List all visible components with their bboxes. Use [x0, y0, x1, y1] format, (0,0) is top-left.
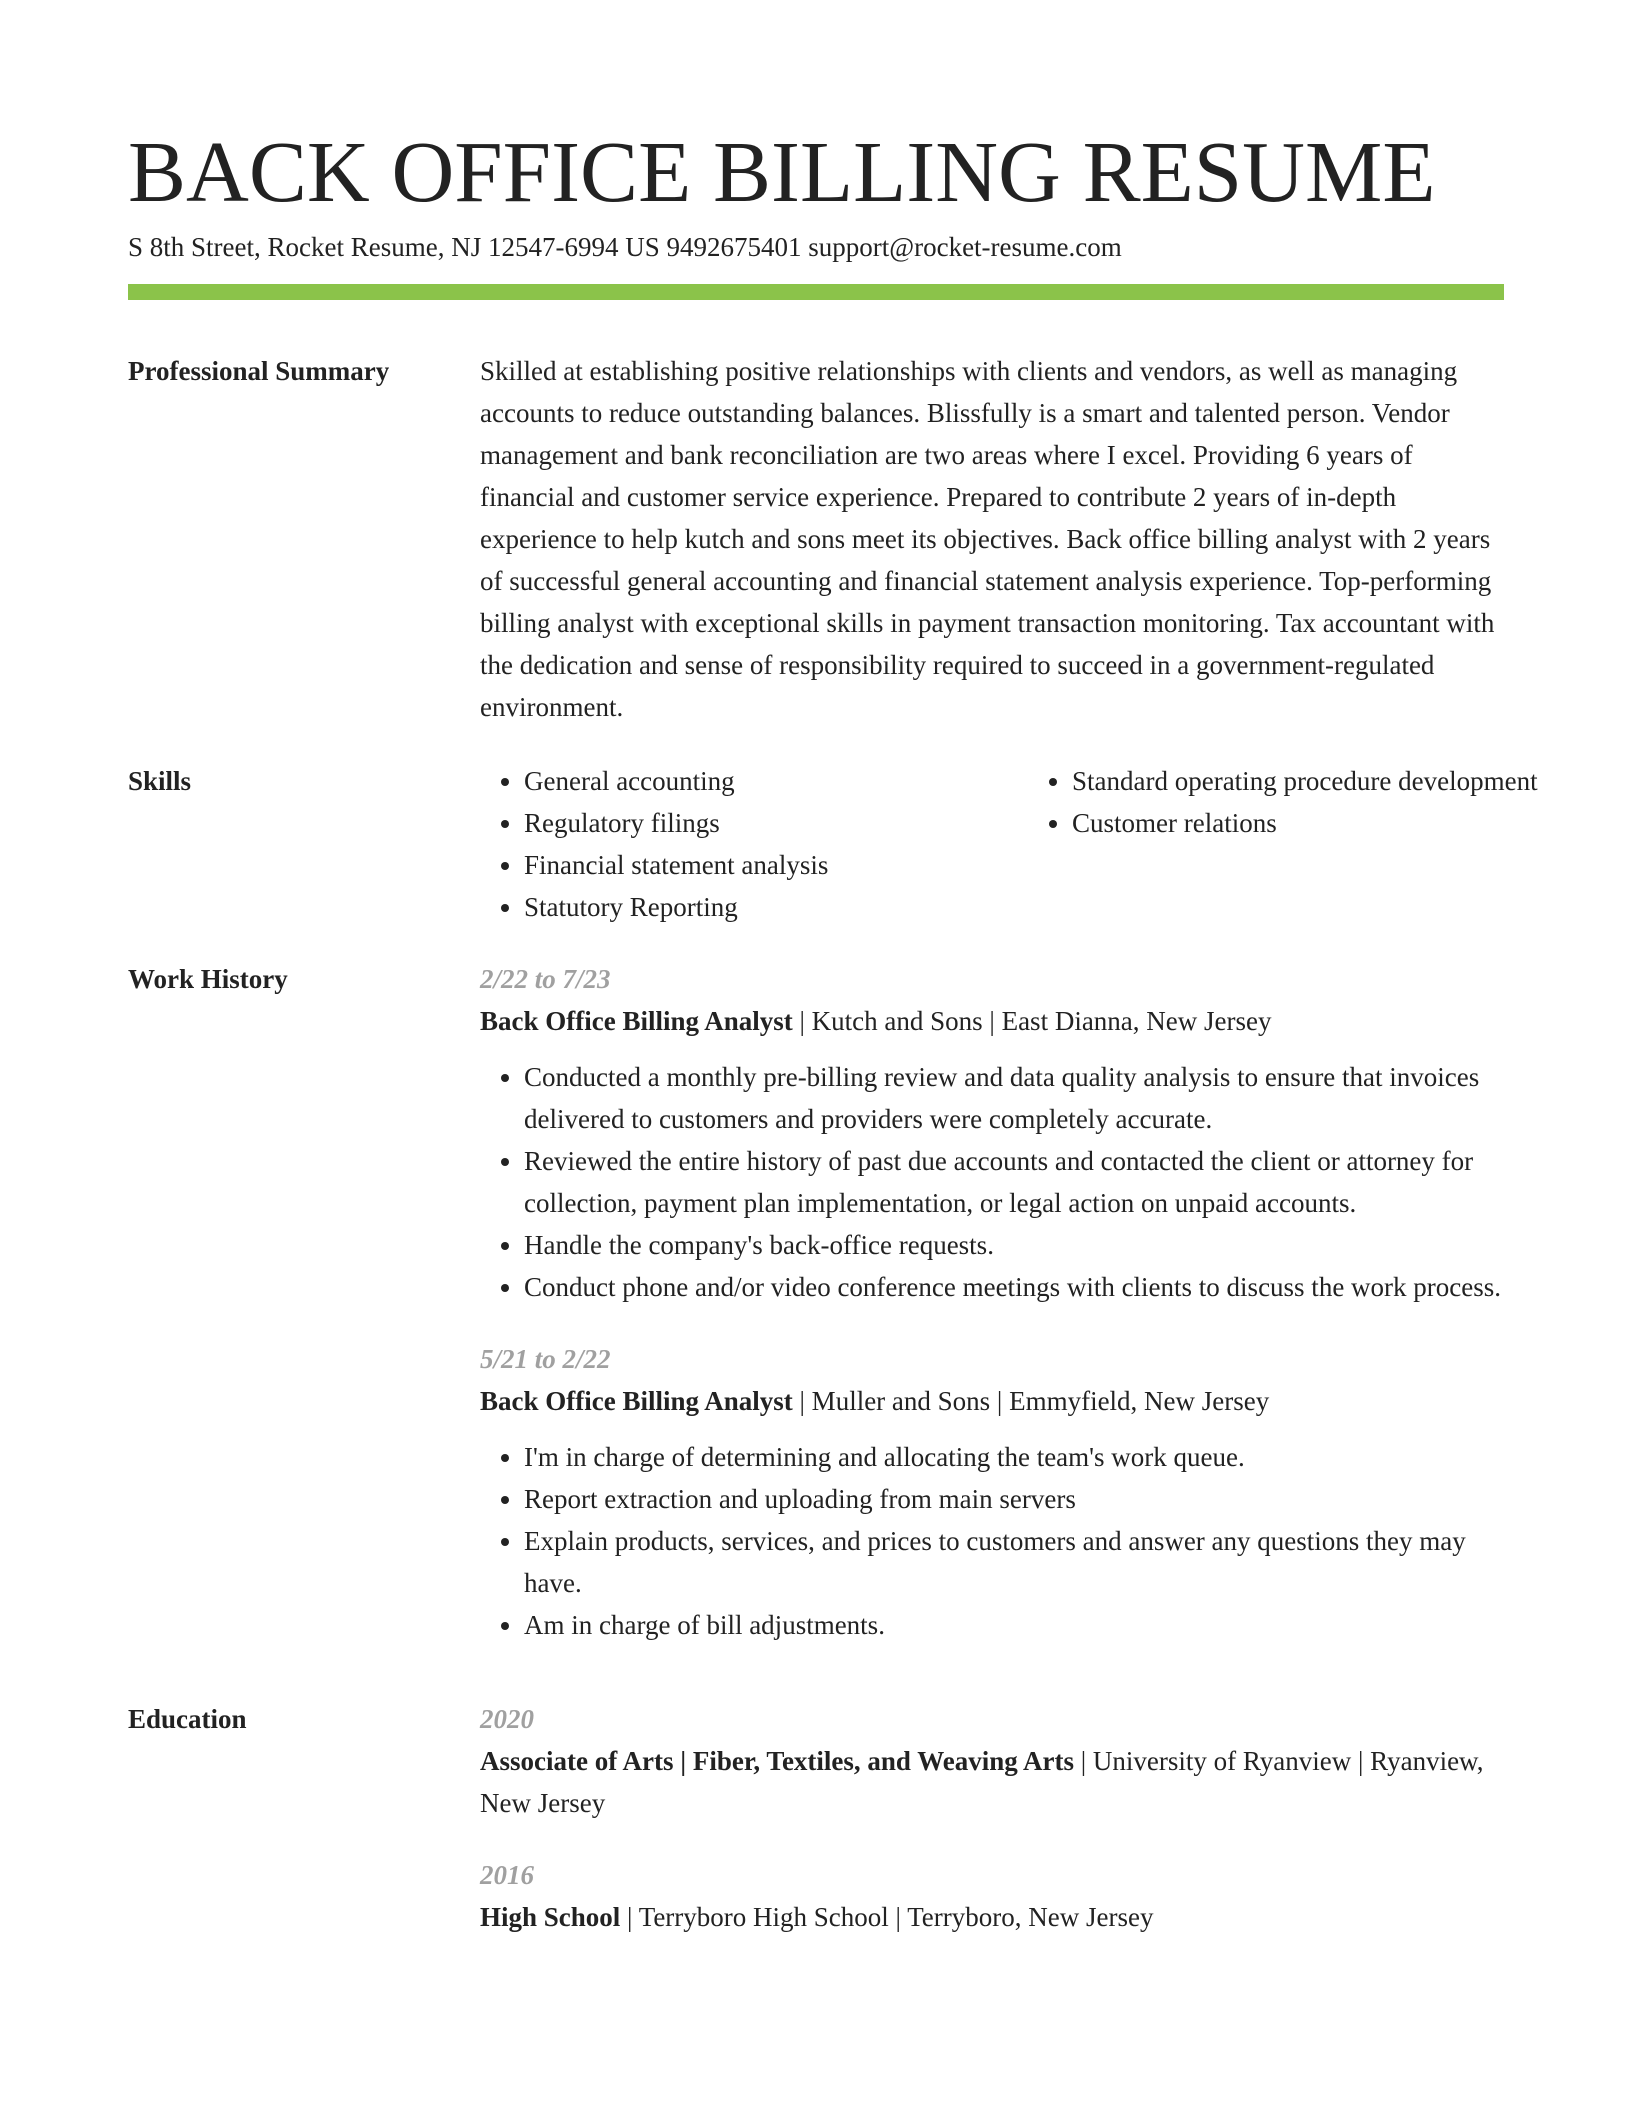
- job-bullet: • Explain products, services, and prices to customers and answer any questions they may have.: [524, 1520, 1504, 1604]
- education-details: | Terryboro High School | Terryboro, New Jersey: [620, 1902, 1154, 1932]
- education-details: | University of Ryanview | Ryanview, New Jersey: [480, 1746, 1484, 1818]
- job-bullets: [480, 1436, 1504, 1646]
- job-dates: 5/21 to 2/22: [480, 1344, 611, 1374]
- resume-page: [128, 0, 1538, 1938]
- job-title: Back Office Billing Analyst: [480, 1386, 793, 1416]
- skill-item: • General accounting: [524, 760, 1028, 802]
- resume-title: BACK OFFICE BILLING RESUME: [128, 123, 1436, 220]
- job-entry: [480, 958, 1504, 1308]
- contact-phone: 9492675401: [666, 232, 802, 262]
- skills-section: [128, 760, 1538, 928]
- education-year: 2016: [480, 1860, 534, 1890]
- education-year: 2020: [480, 1704, 534, 1734]
- job-bullets: [480, 1056, 1504, 1308]
- education-section: [128, 1698, 1504, 1938]
- section-label-education: Education: [128, 1704, 247, 1734]
- skills-column-right: [1028, 760, 1552, 928]
- skill-item: • Regulatory filings: [524, 802, 1028, 844]
- job-bullet: • I'm in charge of determining and allocating the team's work queue.: [524, 1436, 1504, 1478]
- contact-email: support@rocket-resume.com: [808, 232, 1122, 262]
- summary-text: Skilled at establishing positive relationships with clients and vendors, as well as managing accounts to reduce outstanding balances. Blissfully is a smart and talented person. Vendor management and bank reconciliation are two areas where I excel. Providing 6 years of financial and customer service experience. Prepared to contribute 2 years of in-depth experience to help kutch and sons meet its objectives. Back office billing analyst with 2 years of successful general accounting and financial statement analysis experience. Top-performing billing analyst with exceptional skills in payment transaction monitoring. Tax accountant with the dedication and sense of responsibility required to succeed in a government-regulated environment.: [480, 356, 1495, 722]
- skill-item: • Statutory Reporting: [524, 886, 1028, 928]
- education-line: [480, 1740, 1504, 1824]
- job-bullet: • Conducted a monthly pre-billing review and data quality analysis to ensure that invoices delivered to customers and providers were completely accurate.: [524, 1056, 1504, 1140]
- section-label-summary: Professional Summary: [128, 356, 390, 386]
- job-details: | Kutch and Sons | East Dianna, New Jersey: [792, 1006, 1272, 1036]
- job-dates: 2/22 to 7/23: [480, 964, 611, 994]
- education-line: [480, 1896, 1504, 1938]
- work-history-section: [128, 958, 1504, 1676]
- skill-item: • Financial statement analysis: [524, 844, 1028, 886]
- summary-section: [128, 350, 1504, 728]
- job-title-line: [480, 1000, 1504, 1042]
- section-label-work: Work History: [128, 964, 288, 994]
- education-entry: [480, 1854, 1504, 1938]
- education-degree: Associate of Arts | Fiber, Textiles, and Weaving Arts: [480, 1746, 1074, 1776]
- header-divider: [128, 284, 1504, 300]
- work-history-body: [480, 958, 1504, 1676]
- contact-address: S 8th Street, Rocket Resume, NJ 12547-6994 US: [128, 232, 660, 262]
- skills-grid: [480, 760, 1552, 928]
- job-bullet: • Reviewed the entire history of past due accounts and contacted the client or attorney for collection, payment plan implementation, or legal action on unpaid accounts.: [524, 1140, 1504, 1224]
- job-bullet: • Handle the company's back-office requests.: [524, 1224, 1504, 1266]
- skill-item: • Standard operating procedure development: [1072, 760, 1552, 802]
- skills-body: [480, 760, 1552, 928]
- job-title-line: [480, 1380, 1504, 1422]
- education-entry: [480, 1698, 1504, 1824]
- job-bullet: • Am in charge of bill adjustments.: [524, 1604, 1504, 1646]
- job-bullet: • Conduct phone and/or video conference meetings with clients to discuss the work process.: [524, 1266, 1504, 1308]
- section-label-skills: Skills: [128, 766, 192, 796]
- education-body: [480, 1698, 1504, 1938]
- contact-line: [128, 230, 1504, 264]
- job-title: Back Office Billing Analyst: [480, 1006, 793, 1036]
- skill-item: • Customer relations: [1072, 802, 1552, 844]
- job-details: | Muller and Sons | Emmyfield, New Jersey: [792, 1386, 1270, 1416]
- job-bullet: • Report extraction and uploading from main servers: [524, 1478, 1504, 1520]
- skills-column-left: [480, 760, 1028, 928]
- education-degree: High School: [480, 1902, 621, 1932]
- job-entry: [480, 1338, 1504, 1646]
